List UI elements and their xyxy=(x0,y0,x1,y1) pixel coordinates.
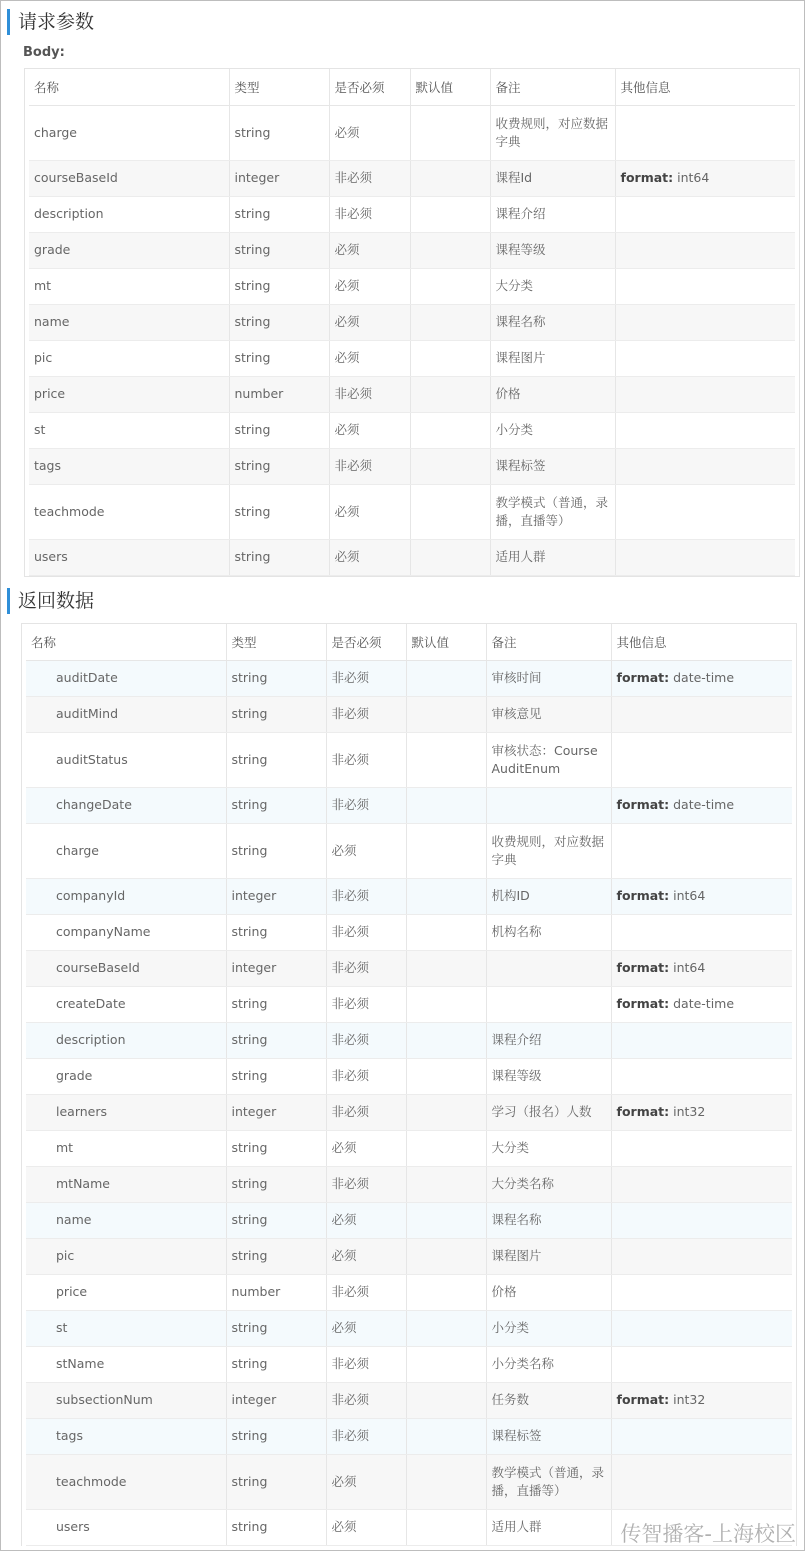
format-key: format: xyxy=(616,1104,670,1119)
param-type-cell: number xyxy=(226,1274,326,1310)
param-default-cell xyxy=(410,196,490,232)
param-remark-cell xyxy=(486,950,611,986)
table-row xyxy=(26,878,792,914)
param-type-cell: string xyxy=(229,304,329,340)
param-name-cell: pic xyxy=(29,340,229,376)
param-required-cell: 必须 xyxy=(329,268,410,304)
param-remark-cell xyxy=(486,787,611,823)
param-name-cell: name xyxy=(26,1202,226,1238)
table-row xyxy=(26,787,792,823)
param-required-cell: 非必须 xyxy=(326,787,406,823)
param-required-cell: 必须 xyxy=(329,105,410,160)
param-type-cell: string xyxy=(229,196,329,232)
param-name-cell: changeDate xyxy=(26,787,226,823)
table-row xyxy=(29,160,795,196)
param-name-cell: st xyxy=(29,412,229,448)
param-required-cell: 非必须 xyxy=(326,914,406,950)
format-value: int64 xyxy=(673,170,710,185)
param-other-info-cell xyxy=(611,1274,792,1310)
format-value: int64 xyxy=(669,888,706,903)
param-type-cell: string xyxy=(229,232,329,268)
param-type-cell: number xyxy=(229,376,329,412)
param-type-cell: string xyxy=(226,1022,326,1058)
param-name-cell: auditStatus xyxy=(26,732,226,787)
param-required-cell: 非必须 xyxy=(326,878,406,914)
table-row xyxy=(26,1418,792,1454)
param-default-cell xyxy=(406,1166,486,1202)
param-name-cell: companyId xyxy=(26,878,226,914)
param-type-cell: integer xyxy=(229,160,329,196)
param-type-cell: string xyxy=(226,1202,326,1238)
param-required-cell: 非必须 xyxy=(326,660,406,696)
table-row xyxy=(29,304,795,340)
table-header-row xyxy=(29,69,795,105)
param-other-info-cell xyxy=(611,823,792,878)
param-other-info-cell xyxy=(615,268,795,304)
table-row xyxy=(29,539,795,575)
param-default-cell xyxy=(406,1310,486,1346)
param-type-cell: integer xyxy=(226,878,326,914)
param-required-cell: 非必须 xyxy=(326,1382,406,1418)
param-default-cell xyxy=(406,1022,486,1058)
response-data-table xyxy=(26,624,792,1546)
param-other-info-cell xyxy=(615,304,795,340)
param-remark-cell: 审核意见 xyxy=(486,696,611,732)
param-other-info-cell xyxy=(611,1382,792,1418)
param-name-cell: price xyxy=(26,1274,226,1310)
table-row xyxy=(26,696,792,732)
param-required-cell: 非必须 xyxy=(326,696,406,732)
param-required-cell: 必须 xyxy=(326,1310,406,1346)
param-remark-cell: 教学模式（普通，录播，直播等） xyxy=(486,1454,611,1509)
param-type-cell: string xyxy=(226,732,326,787)
format-key: format: xyxy=(616,888,670,903)
param-remark-cell: 课程名称 xyxy=(486,1202,611,1238)
param-remark-cell: 任务数 xyxy=(486,1382,611,1418)
table-row xyxy=(26,1058,792,1094)
param-required-cell: 非必须 xyxy=(326,1346,406,1382)
param-remark-cell: 课程名称 xyxy=(490,304,615,340)
param-remark-cell: 课程等级 xyxy=(486,1058,611,1094)
table-row xyxy=(26,1310,792,1346)
param-type-cell: string xyxy=(229,340,329,376)
param-name-cell: mt xyxy=(29,268,229,304)
param-other-info-cell xyxy=(615,376,795,412)
format-key: format: xyxy=(620,170,674,185)
table-row xyxy=(26,986,792,1022)
body-label: Body: xyxy=(23,45,65,60)
response-data-title: 返回数据 xyxy=(7,588,94,614)
param-default-cell xyxy=(406,878,486,914)
param-other-info-cell xyxy=(611,878,792,914)
param-default-cell xyxy=(406,1202,486,1238)
param-required-cell: 非必须 xyxy=(326,950,406,986)
param-name-cell: tags xyxy=(26,1418,226,1454)
param-remark-cell: 价格 xyxy=(490,376,615,412)
param-required-cell: 非必须 xyxy=(329,448,410,484)
param-other-info-cell xyxy=(611,1022,792,1058)
param-required-cell: 必须 xyxy=(326,1509,406,1545)
param-required-cell: 必须 xyxy=(329,412,410,448)
param-type-cell: string xyxy=(226,1058,326,1094)
param-other-info-cell xyxy=(615,448,795,484)
param-type-cell: string xyxy=(229,412,329,448)
param-name-cell: auditDate xyxy=(26,660,226,696)
param-required-cell: 非必须 xyxy=(329,160,410,196)
param-required-cell: 必须 xyxy=(326,1202,406,1238)
param-other-info-cell xyxy=(611,914,792,950)
param-type-cell: string xyxy=(226,986,326,1022)
param-type-cell: string xyxy=(226,696,326,732)
param-type-cell: string xyxy=(226,787,326,823)
param-other-info-cell xyxy=(615,340,795,376)
param-name-cell: tags xyxy=(29,448,229,484)
param-other-info-cell xyxy=(615,412,795,448)
param-default-cell xyxy=(406,787,486,823)
table-row xyxy=(26,1022,792,1058)
param-type-cell: string xyxy=(226,1166,326,1202)
param-type-cell: string xyxy=(226,914,326,950)
param-type-cell: string xyxy=(229,539,329,575)
param-remark-cell: 课程标签 xyxy=(490,448,615,484)
param-other-info-cell xyxy=(615,196,795,232)
param-required-cell: 非必须 xyxy=(329,376,410,412)
param-required-cell: 必须 xyxy=(326,1130,406,1166)
param-required-cell: 非必须 xyxy=(326,732,406,787)
param-remark-cell: 课程图片 xyxy=(486,1238,611,1274)
param-required-cell: 必须 xyxy=(329,304,410,340)
param-default-cell xyxy=(406,1094,486,1130)
param-name-cell: learners xyxy=(26,1094,226,1130)
format-key: format: xyxy=(616,1392,670,1407)
request-params-table xyxy=(29,69,795,576)
param-default-cell xyxy=(406,914,486,950)
param-default-cell xyxy=(406,986,486,1022)
param-other-info-cell xyxy=(615,232,795,268)
table-row xyxy=(29,448,795,484)
format-value: date-time xyxy=(669,797,735,812)
param-remark-cell xyxy=(486,986,611,1022)
param-required-cell: 非必须 xyxy=(326,1058,406,1094)
param-required-cell: 非必须 xyxy=(326,1166,406,1202)
param-type-cell: string xyxy=(229,268,329,304)
param-type-cell: integer xyxy=(226,1382,326,1418)
request-params-title: 请求参数 xyxy=(7,9,94,35)
param-other-info-cell xyxy=(611,1418,792,1454)
param-name-cell: charge xyxy=(26,823,226,878)
param-other-info-cell xyxy=(611,1454,792,1509)
param-name-cell: courseBaseId xyxy=(26,950,226,986)
param-remark-cell: 收费规则，对应数据字典 xyxy=(486,823,611,878)
param-required-cell: 必须 xyxy=(326,1454,406,1509)
table-row xyxy=(29,376,795,412)
param-remark-cell: 课程Id xyxy=(490,160,615,196)
param-default-cell xyxy=(410,160,490,196)
param-required-cell: 非必须 xyxy=(326,1022,406,1058)
param-default-cell xyxy=(410,268,490,304)
param-default-cell xyxy=(406,1454,486,1509)
param-other-info-cell xyxy=(615,105,795,160)
col-header-other: 其他信息 xyxy=(615,69,795,105)
param-remark-cell: 课程标签 xyxy=(486,1418,611,1454)
param-remark-cell: 课程介绍 xyxy=(490,196,615,232)
response-data-table-wrap xyxy=(21,623,797,1546)
format-key: format: xyxy=(616,996,670,1011)
param-name-cell: description xyxy=(26,1022,226,1058)
param-default-cell xyxy=(406,1346,486,1382)
param-default-cell xyxy=(406,1382,486,1418)
param-remark-cell: 课程介绍 xyxy=(486,1022,611,1058)
param-default-cell xyxy=(406,660,486,696)
param-default-cell xyxy=(410,304,490,340)
param-remark-cell: 小分类 xyxy=(490,412,615,448)
param-type-cell: string xyxy=(229,105,329,160)
param-remark-cell: 小分类 xyxy=(486,1310,611,1346)
param-type-cell: string xyxy=(226,1454,326,1509)
col-header-default: 默认值 xyxy=(410,69,490,105)
table-row xyxy=(29,232,795,268)
table-row xyxy=(29,484,795,539)
table-row xyxy=(26,1094,792,1130)
param-remark-cell: 课程图片 xyxy=(490,340,615,376)
param-name-cell: teachmode xyxy=(26,1454,226,1509)
col-header-remark: 备注 xyxy=(486,624,611,660)
param-name-cell: description xyxy=(29,196,229,232)
param-required-cell: 非必须 xyxy=(326,1418,406,1454)
table-header-row xyxy=(26,624,792,660)
param-type-cell: string xyxy=(226,1509,326,1545)
param-required-cell: 必须 xyxy=(329,484,410,539)
param-other-info-cell xyxy=(611,1094,792,1130)
param-type-cell: string xyxy=(226,823,326,878)
param-name-cell: createDate xyxy=(26,986,226,1022)
col-header-type: 类型 xyxy=(226,624,326,660)
param-type-cell: string xyxy=(226,1130,326,1166)
param-remark-cell: 审核时间 xyxy=(486,660,611,696)
table-row xyxy=(29,340,795,376)
watermark-text: 传智播客-上海校区 xyxy=(620,1522,796,1546)
param-name-cell: pic xyxy=(26,1238,226,1274)
param-remark-cell: 适用人群 xyxy=(486,1509,611,1545)
param-name-cell: grade xyxy=(29,232,229,268)
param-remark-cell: 小分类名称 xyxy=(486,1346,611,1382)
param-default-cell xyxy=(406,1418,486,1454)
param-other-info-cell xyxy=(611,696,792,732)
param-name-cell: mtName xyxy=(26,1166,226,1202)
param-name-cell: auditMind xyxy=(26,696,226,732)
format-value: int32 xyxy=(669,1392,706,1407)
param-remark-cell: 学习（报名）人数 xyxy=(486,1094,611,1130)
param-other-info-cell xyxy=(611,986,792,1022)
param-default-cell xyxy=(410,232,490,268)
format-key: format: xyxy=(616,797,670,812)
param-type-cell: integer xyxy=(226,1094,326,1130)
param-name-cell: charge xyxy=(29,105,229,160)
param-remark-cell: 收费规则，对应数据字典 xyxy=(490,105,615,160)
param-name-cell: teachmode xyxy=(29,484,229,539)
param-name-cell: users xyxy=(26,1509,226,1545)
param-remark-cell: 适用人群 xyxy=(490,539,615,575)
param-required-cell: 非必须 xyxy=(326,986,406,1022)
param-name-cell: courseBaseId xyxy=(29,160,229,196)
param-other-info-cell xyxy=(611,1346,792,1382)
table-row xyxy=(26,823,792,878)
table-row xyxy=(29,105,795,160)
format-key: format: xyxy=(616,960,670,975)
format-value: date-time xyxy=(669,996,735,1011)
format-value: int32 xyxy=(669,1104,706,1119)
param-default-cell xyxy=(406,823,486,878)
param-name-cell: grade xyxy=(26,1058,226,1094)
param-other-info-cell xyxy=(611,950,792,986)
col-header-required: 是否必须 xyxy=(326,624,406,660)
param-required-cell: 必须 xyxy=(329,539,410,575)
table-row xyxy=(26,1346,792,1382)
param-other-info-cell xyxy=(615,160,795,196)
table-row xyxy=(26,1166,792,1202)
param-remark-cell: 课程等级 xyxy=(490,232,615,268)
param-other-info-cell xyxy=(611,1058,792,1094)
table-row xyxy=(26,1454,792,1509)
table-row xyxy=(26,1238,792,1274)
param-required-cell: 非必须 xyxy=(326,1094,406,1130)
format-value: date-time xyxy=(669,670,735,685)
param-other-info-cell xyxy=(615,539,795,575)
param-name-cell: companyName xyxy=(26,914,226,950)
table-row xyxy=(26,1202,792,1238)
param-type-cell: string xyxy=(226,1238,326,1274)
table-row xyxy=(29,412,795,448)
param-default-cell xyxy=(410,448,490,484)
param-name-cell: users xyxy=(29,539,229,575)
param-type-cell: string xyxy=(226,1418,326,1454)
param-default-cell xyxy=(406,1509,486,1545)
param-other-info-cell xyxy=(611,1202,792,1238)
col-header-type: 类型 xyxy=(229,69,329,105)
param-other-info-cell xyxy=(611,1310,792,1346)
table-row xyxy=(26,1130,792,1166)
param-default-cell xyxy=(410,484,490,539)
param-required-cell: 必须 xyxy=(329,340,410,376)
table-row xyxy=(26,732,792,787)
format-value: int64 xyxy=(669,960,706,975)
param-remark-cell: 教学模式（普通，录播，直播等） xyxy=(490,484,615,539)
param-remark-cell: 机构名称 xyxy=(486,914,611,950)
request-params-table-wrap xyxy=(24,68,800,577)
param-default-cell xyxy=(410,539,490,575)
param-default-cell xyxy=(406,1058,486,1094)
param-other-info-cell xyxy=(611,660,792,696)
param-required-cell: 非必须 xyxy=(329,196,410,232)
col-header-other: 其他信息 xyxy=(611,624,792,660)
param-remark-cell: 大分类 xyxy=(490,268,615,304)
param-required-cell: 必须 xyxy=(326,1238,406,1274)
param-name-cell: st xyxy=(26,1310,226,1346)
col-header-remark: 备注 xyxy=(490,69,615,105)
param-required-cell: 必须 xyxy=(329,232,410,268)
param-required-cell: 必须 xyxy=(326,823,406,878)
param-default-cell xyxy=(406,1274,486,1310)
param-other-info-cell xyxy=(611,1238,792,1274)
param-name-cell: price xyxy=(29,376,229,412)
param-default-cell xyxy=(410,376,490,412)
param-remark-cell: 大分类 xyxy=(486,1130,611,1166)
param-name-cell: mt xyxy=(26,1130,226,1166)
param-other-info-cell xyxy=(611,1130,792,1166)
param-default-cell xyxy=(406,1130,486,1166)
param-default-cell xyxy=(410,105,490,160)
param-default-cell xyxy=(406,1238,486,1274)
table-row xyxy=(26,660,792,696)
param-type-cell: integer xyxy=(226,950,326,986)
table-row xyxy=(26,950,792,986)
param-type-cell: string xyxy=(226,1346,326,1382)
table-row xyxy=(29,196,795,232)
col-header-name: 名称 xyxy=(26,624,226,660)
param-name-cell: subsectionNum xyxy=(26,1382,226,1418)
param-default-cell xyxy=(410,412,490,448)
param-default-cell xyxy=(406,696,486,732)
param-type-cell: string xyxy=(226,660,326,696)
format-key: format: xyxy=(616,670,670,685)
param-type-cell: string xyxy=(229,484,329,539)
param-default-cell xyxy=(406,732,486,787)
param-name-cell: stName xyxy=(26,1346,226,1382)
param-other-info-cell xyxy=(611,787,792,823)
param-required-cell: 非必须 xyxy=(326,1274,406,1310)
param-type-cell: string xyxy=(229,448,329,484)
col-header-name: 名称 xyxy=(29,69,229,105)
param-name-cell: name xyxy=(29,304,229,340)
col-header-required: 是否必须 xyxy=(329,69,410,105)
param-default-cell xyxy=(406,950,486,986)
param-remark-cell: 大分类名称 xyxy=(486,1166,611,1202)
table-row xyxy=(26,1382,792,1418)
param-other-info-cell xyxy=(611,732,792,787)
param-type-cell: string xyxy=(226,1310,326,1346)
table-row xyxy=(26,914,792,950)
param-other-info-cell xyxy=(611,1166,792,1202)
param-other-info-cell xyxy=(615,484,795,539)
table-row xyxy=(26,1274,792,1310)
param-remark-cell: 机构ID xyxy=(486,878,611,914)
col-header-default: 默认值 xyxy=(406,624,486,660)
param-default-cell xyxy=(410,340,490,376)
param-remark-cell: 价格 xyxy=(486,1274,611,1310)
table-row xyxy=(29,268,795,304)
param-remark-cell: 审核状态：CourseAuditEnum xyxy=(486,732,611,787)
